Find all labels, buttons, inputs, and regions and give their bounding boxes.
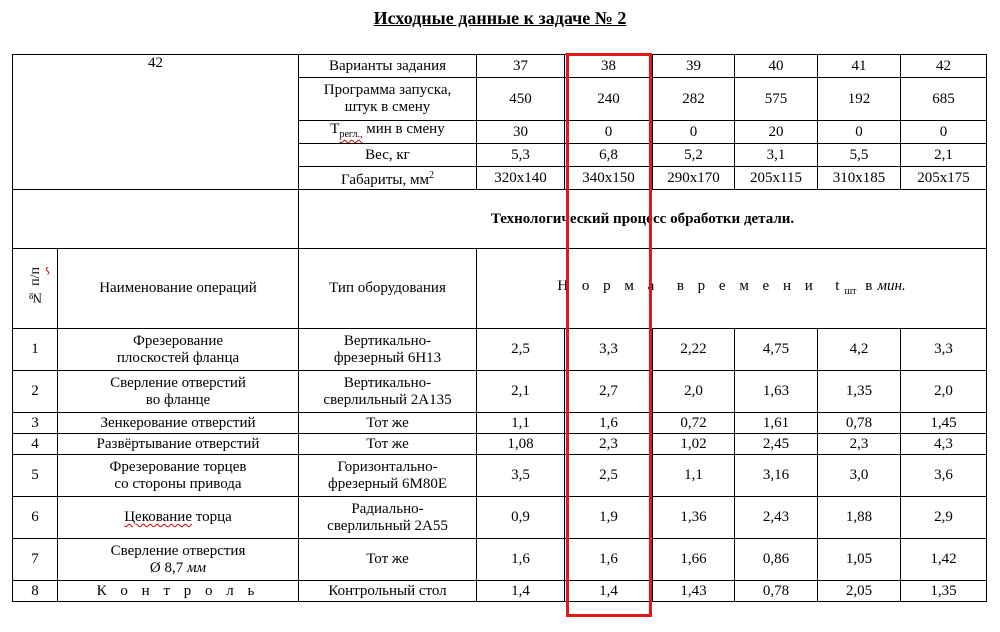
norm-value: 2,45 — [735, 434, 818, 455]
norm-value: 1,9 — [565, 497, 653, 539]
norm-value: 1,4 — [477, 581, 565, 602]
row-number: 2 — [13, 371, 58, 413]
dims-cell: 205x175 — [901, 167, 987, 190]
norm-value: 2,0 — [901, 371, 987, 413]
task-data-table — [12, 54, 987, 602]
norm-value: 1,45 — [901, 413, 987, 434]
norm-value: 1,88 — [818, 497, 901, 539]
program-label: Программа запуска, штук в смену — [299, 78, 477, 121]
norm-value: 0,78 — [735, 581, 818, 602]
norm-value: 1,35 — [901, 581, 987, 602]
variants-label: Варианты задания — [299, 55, 477, 78]
equipment-type: Горизонтально- фрезерный 6М80Е — [299, 455, 477, 497]
operation-name: Цекование торца — [58, 497, 299, 539]
equipment-type: Тот же — [299, 539, 477, 581]
norm-value: 0,78 — [818, 413, 901, 434]
norm-value: 2,7 — [565, 371, 653, 413]
norm-value: 1,42 — [901, 539, 987, 581]
row-number: 1 — [13, 329, 58, 371]
variant-cell: 41 — [818, 55, 901, 78]
norm-value: 1,6 — [565, 413, 653, 434]
norm-value: 1,6 — [565, 539, 653, 581]
weight-cell: 3,1 — [735, 144, 818, 167]
norm-value: 1,6 — [477, 539, 565, 581]
weight-cell: 2,1 — [901, 144, 987, 167]
norm-value: 0,86 — [735, 539, 818, 581]
num-header: № п/п — [13, 249, 58, 329]
norm-value: 1,43 — [653, 581, 735, 602]
norm-value: 2,05 — [818, 581, 901, 602]
process-title: Технологический процесс обработки детали. — [299, 190, 987, 249]
program-cell: 192 — [818, 78, 901, 121]
dims-cell: 290x170 — [653, 167, 735, 190]
treg-label: $Т_{регл.,}$ мин в смену — [299, 121, 477, 144]
variant-cell: 38 — [565, 55, 653, 78]
weight-cell: 6,8 — [565, 144, 653, 167]
row-number: 8 — [13, 581, 58, 602]
norm-value: 1,1 — [653, 455, 735, 497]
norm-value: 3,5 — [477, 455, 565, 497]
norm-value: 3,0 — [818, 455, 901, 497]
operation-name: Фрезерование плоскостей фланца — [58, 329, 299, 371]
norm-value: 0,9 — [477, 497, 565, 539]
treg-cell: 20 — [735, 121, 818, 144]
dims-cell: 320x140 — [477, 167, 565, 190]
operation-header: Наименование операций — [58, 249, 299, 329]
dims-cell: 340x150 — [565, 167, 653, 190]
dims-label: Габариты, $мм^2$ — [299, 167, 477, 190]
norm-value: 2,22 — [653, 329, 735, 371]
operation-name: К о н т р о л ь — [58, 581, 299, 602]
norm-value: 1,1 — [477, 413, 565, 434]
norm-value: 2,5 — [565, 455, 653, 497]
norm-value: 2,3 — [818, 434, 901, 455]
page-title: Исходные данные к задаче № 2 — [373, 8, 627, 28]
variant-cell: 40 — [735, 55, 818, 78]
equipment-type: Вертикально- сверлильный 2А135 — [299, 371, 477, 413]
treg-cell: 30 — [477, 121, 565, 144]
row-number: 3 — [13, 413, 58, 434]
variant-cell: 37 — [477, 55, 565, 78]
weight-label: Вес, кг — [299, 144, 477, 167]
norm-value: 3,6 — [901, 455, 987, 497]
variant-cell: 39 — [653, 55, 735, 78]
norm-header: Н о р м а в р е м е н и $t_{шт}$ вмин. — [477, 249, 987, 329]
norm-value: 4,2 — [818, 329, 901, 371]
row-number: 7 — [13, 539, 58, 581]
weight-cell: 5,2 — [653, 144, 735, 167]
treg-cell: 0 — [565, 121, 653, 144]
norm-value: 3,16 — [735, 455, 818, 497]
operation-name: Фрезерование торцев со стороны привода — [58, 455, 299, 497]
variant-cell: 42 — [901, 55, 987, 78]
dims-cell: 310x185 — [818, 167, 901, 190]
equipment-type: Вертикально- фрезерный 6Н13 — [299, 329, 477, 371]
empty-cell — [13, 190, 299, 249]
operation-name: Сверление отверстия Ø 8,7 мм — [58, 539, 299, 581]
variant-number-cell: 42 — [13, 55, 299, 190]
program-cell: 685 — [901, 78, 987, 121]
norm-value: 2,5 — [477, 329, 565, 371]
weight-cell: 5,5 — [818, 144, 901, 167]
operation-name: Сверление отверстий во фланце — [58, 371, 299, 413]
row-number: 6 — [13, 497, 58, 539]
norm-value: 2,1 — [477, 371, 565, 413]
norm-value: 4,3 — [901, 434, 987, 455]
norm-value: 1,35 — [818, 371, 901, 413]
dims-cell: 205x115 — [735, 167, 818, 190]
program-cell: 575 — [735, 78, 818, 121]
equipment-type: Тот же — [299, 413, 477, 434]
program-cell: 240 — [565, 78, 653, 121]
operation-name: Развёртывание отверстий — [58, 434, 299, 455]
program-cell: 282 — [653, 78, 735, 121]
equipment-header: Тип оборудования — [299, 249, 477, 329]
treg-cell: 0 — [901, 121, 987, 144]
program-cell: 450 — [477, 78, 565, 121]
equipment-type: Радиально- сверлильный 2А55 — [299, 497, 477, 539]
norm-value: 0,72 — [653, 413, 735, 434]
norm-value: 2,3 — [565, 434, 653, 455]
equipment-type: Тот же — [299, 434, 477, 455]
treg-cell: 0 — [653, 121, 735, 144]
norm-value: 1,08 — [477, 434, 565, 455]
norm-value: 2,9 — [901, 497, 987, 539]
norm-value: 1,05 — [818, 539, 901, 581]
weight-cell: 5,3 — [477, 144, 565, 167]
row-number: 4 — [13, 434, 58, 455]
norm-value: 1,61 — [735, 413, 818, 434]
norm-value: 1,66 — [653, 539, 735, 581]
equipment-type: Контрольный стол — [299, 581, 477, 602]
row-number: 5 — [13, 455, 58, 497]
norm-value: 3,3 — [565, 329, 653, 371]
operation-name: Зенкерование отверстий — [58, 413, 299, 434]
norm-value: 1,36 — [653, 497, 735, 539]
norm-value: 2,43 — [735, 497, 818, 539]
norm-value: 1,63 — [735, 371, 818, 413]
norm-value: 1,4 — [565, 581, 653, 602]
norm-value: 2,0 — [653, 371, 735, 413]
norm-value: 4,75 — [735, 329, 818, 371]
norm-value: 3,3 — [901, 329, 987, 371]
norm-value: 1,02 — [653, 434, 735, 455]
treg-cell: 0 — [818, 121, 901, 144]
